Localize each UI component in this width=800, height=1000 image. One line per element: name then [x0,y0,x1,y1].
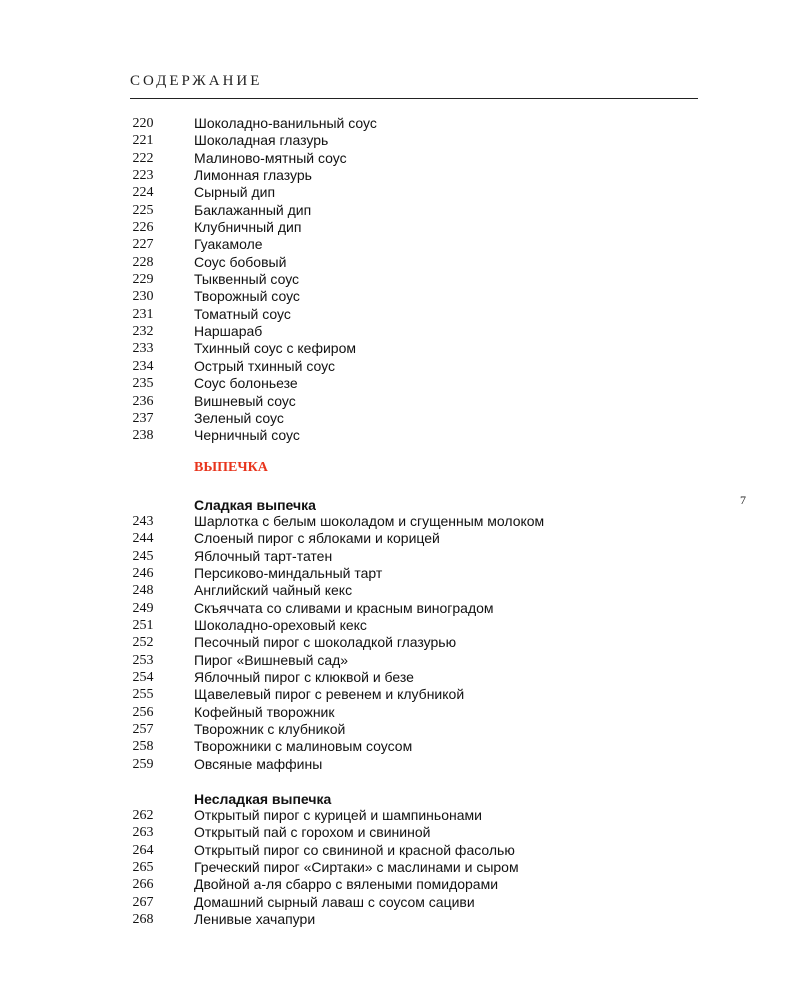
toc-entry-title: Черничный соус [194,427,300,444]
toc-entry-title: Шоколадно-ванильный соус [194,115,377,131]
toc-entry-title: Зеленый соус [194,409,284,426]
toc-entry-page: 263 [132,825,154,841]
toc-entry-title: Ленивые хачапури [194,911,316,928]
toc-entry-page: 259 [132,756,154,772]
section-heading-baking: ВЫПЕЧКА [194,460,268,475]
toc-entry-title: Томатный соус [194,305,291,322]
toc-entry-title: Острый тхинный соус [194,357,335,374]
toc-entry-page: 245 [132,548,154,564]
toc-entry-page: 249 [132,600,154,616]
toc-entry [130,859,730,876]
toc-entry-title: Шарлотка с белым шоколадом и сгущенным молоком [194,513,545,529]
toc-entry-page: 246 [132,566,154,582]
toc-entry [130,288,730,305]
toc-entry-page: 233 [132,341,154,357]
toc-entry-title: Шоколадно-ореховый кекс [194,617,367,634]
toc-entry [130,375,730,392]
toc-entry-title: Клубничный дип [194,219,302,236]
toc-entry [130,410,730,427]
toc-entry [130,807,730,824]
toc-entry-title: Открытый пирог со свининой и красной фасолью [194,841,515,858]
toc-list-sauces [130,115,730,445]
toc-entry-page: 229 [132,272,154,288]
toc-entry-title: Овсяные маффины [194,755,323,772]
toc-entry-page: 225 [132,202,154,218]
toc-entry-page: 224 [132,185,154,201]
toc-entry [130,184,730,201]
toc-entry [130,271,730,288]
toc-entry-page: 221 [132,133,154,149]
toc-entry-title: Английский чайный кекс [194,582,353,599]
toc-entry [130,393,730,410]
subsection-heading-sweet: Сладкая выпечка [194,497,316,513]
toc-entry [130,582,730,599]
toc-entry [130,669,730,686]
toc-entry [130,600,730,617]
toc-entry-title: Кофейный творожник [194,703,335,720]
toc-entry-title: Яблочный пирог с клюквой и безе [194,669,414,686]
toc-entry-title: Соус бобовый [194,253,287,270]
toc-entry-title: Соус болоньезе [194,375,298,392]
toc-entry [130,427,730,444]
toc-entry [130,358,730,375]
toc-entry [130,530,730,547]
toc-entry-page: 223 [132,168,154,184]
toc-entry-title: Открытый пай с горохом и свининой [194,824,431,841]
toc-entry-page: 228 [132,254,154,270]
subsection-heading-savory: Несладкая выпечка [194,791,332,807]
toc-entry-title: Двойной а-ля сбарро с вялеными помидорами [194,876,499,893]
toc-entry [130,842,730,859]
toc-entry-page: 255 [132,687,154,703]
toc-entry-page: 236 [132,393,154,409]
toc-entry-page: 235 [132,376,154,392]
toc-entry-page: 231 [132,306,154,322]
toc-entry-title: Слоеный пирог с яблоками и корицей [194,530,440,547]
toc-entry-page: 262 [132,808,154,823]
toc-entry-title: Творожный соус [194,288,300,305]
toc-entry-title: Песочный пирог с шоколадкой глазурью [194,634,457,651]
toc-entry-page: 222 [132,150,154,166]
toc-entry-page: 238 [132,428,154,444]
toc-entry [130,686,730,703]
toc-entry-title: Персиково-миндальный тарт [194,565,383,582]
toc-entry-title: Баклажанный дип [194,201,312,218]
toc-entry [130,876,730,893]
toc-entry [130,756,730,773]
toc-entry [130,824,730,841]
toc-entry-title: Творожники с малиновым соусом [194,738,413,755]
toc-entry-title: Яблочный тарт-татен [194,547,333,564]
toc-entry [130,115,730,132]
toc-entry-page: 265 [132,860,154,876]
toc-list-savory [130,807,730,928]
toc-entry-page: 258 [132,739,154,755]
toc-entry [130,721,730,738]
toc-entry [130,634,730,651]
toc-entry-title: Тыквенный соус [194,271,300,288]
toc-entry-page: 227 [132,237,154,253]
toc-entry-page: 251 [132,618,154,634]
toc-entry-title: Скъяччата со сливами и красным виноградом [194,599,494,616]
toc-entry-page: 220 [132,116,154,131]
toc-entry [130,548,730,565]
toc-entry [130,652,730,669]
toc-entry [130,202,730,219]
toc-entry-title: Пирог «Вишневый сад» [194,651,349,668]
toc-entry-page: 267 [132,894,154,910]
toc-entry-title: Тхинный соус с кефиром [194,340,357,357]
toc-entry-title: Лимонная глазурь [194,167,312,184]
toc-entry [130,254,730,271]
toc-entry-title: Малиново-мятный соус [194,149,347,166]
toc-entry-page: 252 [132,635,154,651]
page-number: 7 [740,493,746,507]
toc-entry [130,306,730,323]
toc-entry [130,911,730,928]
toc-entry-title: Вишневый соус [194,392,296,409]
toc-entry-page: 230 [132,289,154,305]
toc-entry-page: 232 [132,324,154,340]
toc-entry-title: Щавелевый пирог с ревенем и клубникой [194,686,465,703]
toc-entry [130,738,730,755]
toc-entry-page: 257 [132,722,154,738]
toc-entry [130,323,730,340]
toc-entry [130,150,730,167]
toc-entry-page: 234 [132,358,154,374]
toc-entry-page: 264 [132,842,154,858]
page-header [130,72,698,99]
toc-entry [130,617,730,634]
toc-entry-title: Греческий пирог «Сиртаки» с маслинами и сыром [194,859,519,876]
toc-entry-title: Открытый пирог с курицей и шампиньонами [194,807,482,823]
toc-entry [130,565,730,582]
toc-entry-title: Шоколадная глазурь [194,132,329,149]
toc-entry [130,704,730,721]
toc-entry-page: 248 [132,583,154,599]
toc-entry [130,132,730,149]
toc-entry-page: 226 [132,220,154,236]
toc-entry [130,340,730,357]
toc-entry-page: 253 [132,652,154,668]
toc-entry-title: Домашний сырный лаваш с соусом сациви [194,893,475,910]
toc-entry [130,513,730,530]
toc-list-sweet [130,513,730,773]
toc-entry-page: 237 [132,410,154,426]
toc-entry [130,236,730,253]
page-title: СОДЕРЖАНИЕ [130,73,263,89]
toc-entry-page: 266 [132,877,154,893]
toc-entry-page: 256 [132,704,154,720]
toc-entry-page: 268 [132,912,154,928]
toc-entry-page: 244 [132,531,154,547]
toc-entry-title: Творожник с клубникой [194,721,346,738]
toc-entry-page: 254 [132,670,154,686]
toc-entry-title: Гуакамоле [194,236,263,253]
toc-entry-title: Сырный дип [194,184,276,201]
toc-entry [130,219,730,236]
toc-entry [130,167,730,184]
toc-entry-page: 243 [132,514,154,529]
toc-entry-title: Наршараб [194,323,263,340]
toc-entry [130,894,730,911]
